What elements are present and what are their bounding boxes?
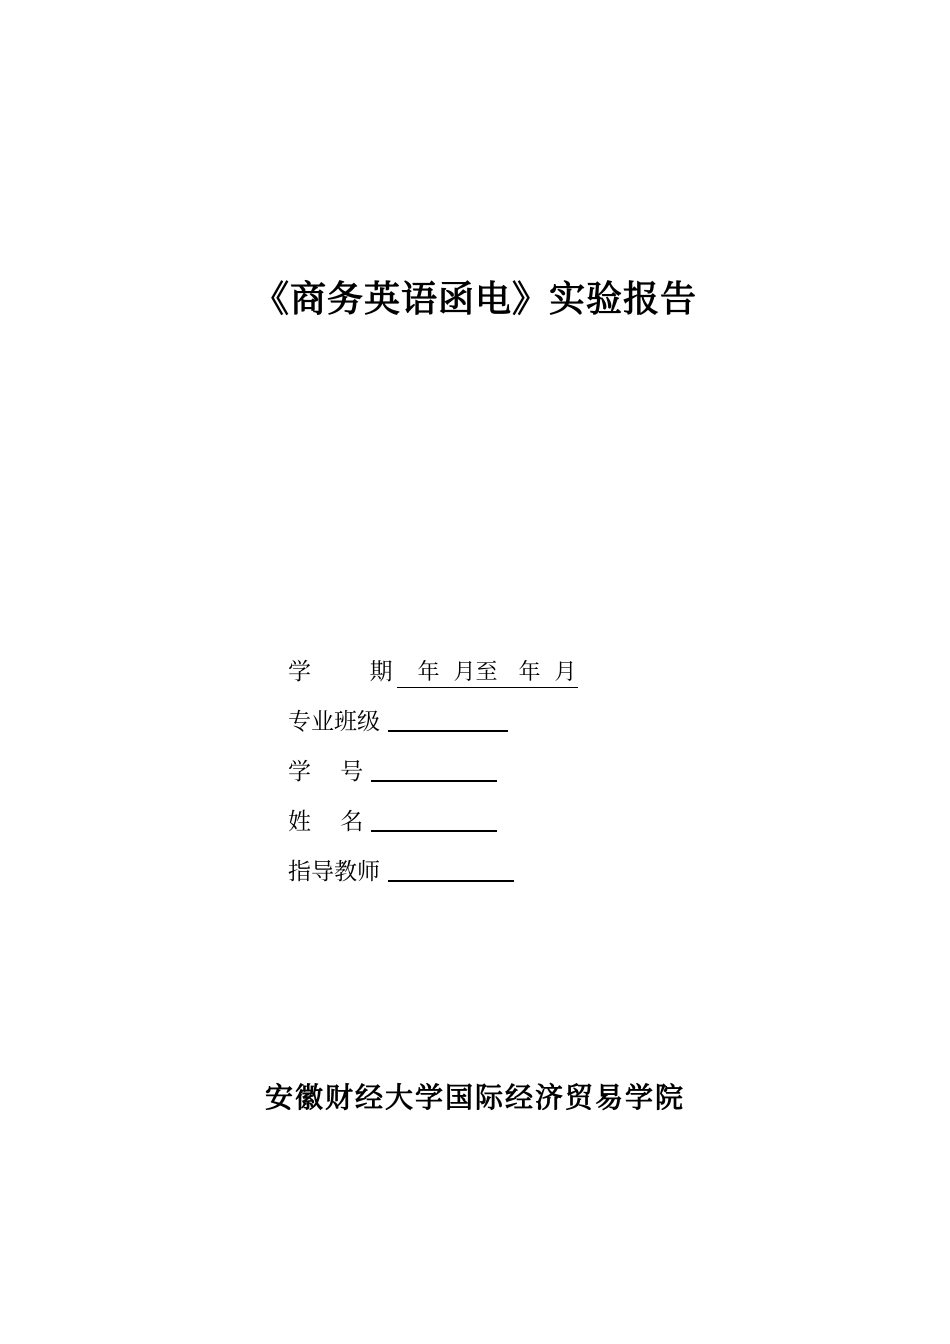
student-id-label: 学 号	[288, 759, 364, 785]
term-value[interactable]	[397, 659, 579, 688]
name-row	[288, 802, 578, 852]
advisor-label: 指导教师	[288, 859, 380, 885]
advisor-row	[288, 852, 578, 902]
class-label: 专业班级	[288, 709, 380, 735]
term-row	[288, 652, 578, 702]
term-value-text: 年 月至 年 月	[396, 660, 577, 685]
institution-name: 安徽财经大学国际经济贸易学院	[264, 1081, 685, 1114]
term-label: 学 期	[288, 659, 393, 685]
student-id-blank-field[interactable]	[371, 754, 497, 782]
report-title: 《商务英语函电》实验报告	[252, 278, 697, 320]
class-blank-field[interactable]	[388, 704, 508, 732]
name-blank-field[interactable]	[371, 804, 497, 832]
report-info-fields	[288, 652, 578, 902]
name-label: 姓 名	[288, 809, 364, 835]
advisor-blank-field[interactable]	[388, 854, 514, 882]
class-row	[288, 702, 578, 752]
student-id-row	[288, 752, 578, 802]
